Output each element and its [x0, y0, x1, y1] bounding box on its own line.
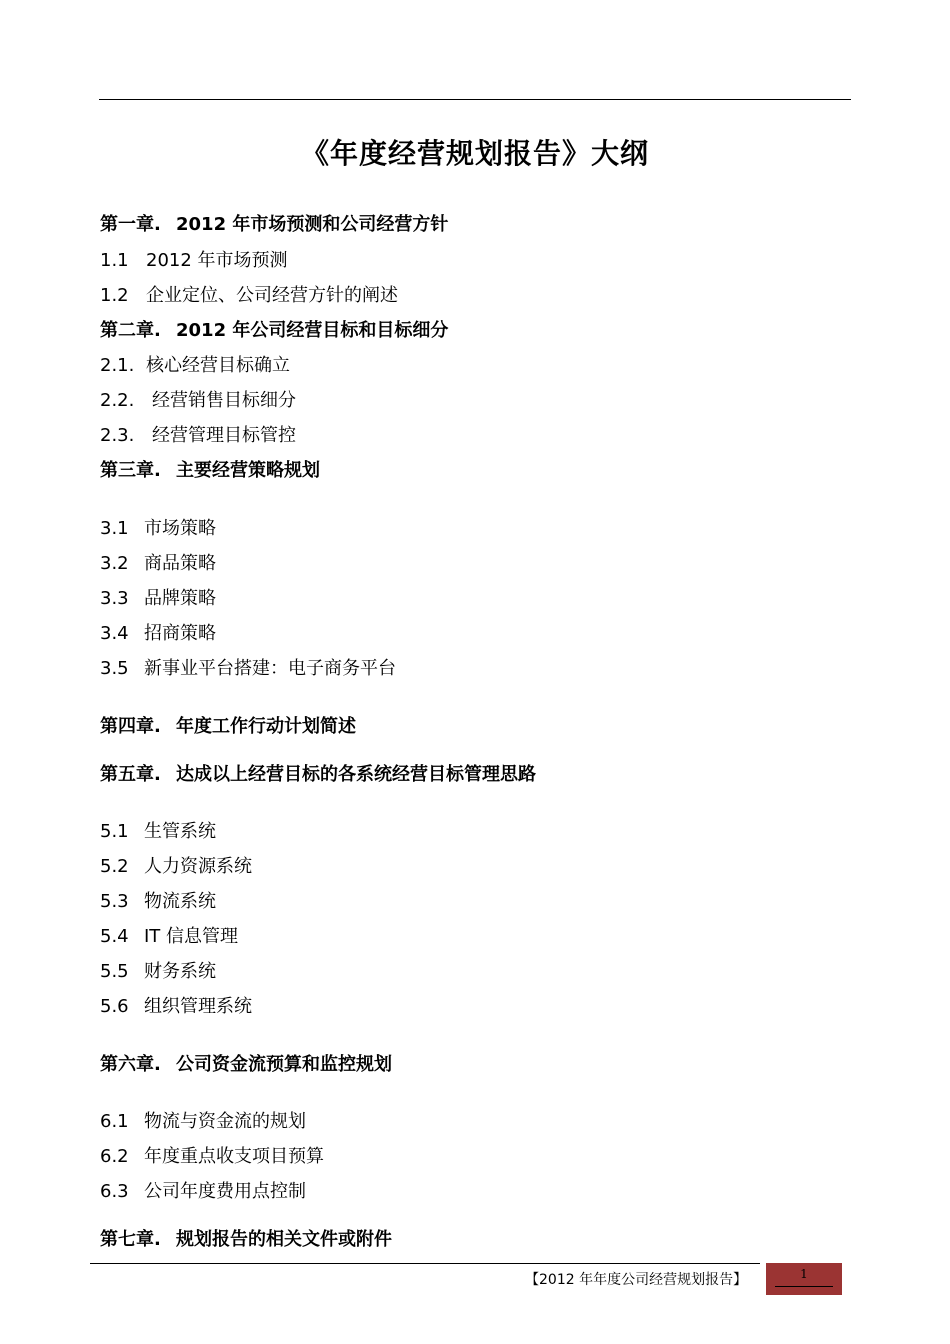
chapter-title: 公司资金流预算和监控规划 [176, 1054, 392, 1075]
section-item [100, 887, 216, 913]
footer-rule [90, 1263, 760, 1264]
chapter-number: 第三章. [100, 460, 161, 481]
section-title: 生管系统 [144, 821, 216, 842]
section-number: 2.2. [100, 390, 135, 411]
chapter-heading [100, 1225, 392, 1251]
section-title: 企业定位、公司经营方针的阐述 [146, 285, 398, 306]
section-item [100, 922, 238, 948]
section-title: 2012 年市场预测 [146, 250, 288, 271]
chapter-heading [100, 316, 448, 342]
chapter-number: 第四章. [100, 716, 161, 737]
header-rule [99, 99, 851, 100]
section-item [100, 1177, 306, 1203]
section-number: 6.2 [100, 1146, 129, 1167]
section-number: 3.2 [100, 553, 129, 574]
chapter-heading [100, 1050, 392, 1076]
section-title: 人力资源系统 [144, 856, 252, 877]
chapter-number: 第二章. [100, 320, 161, 341]
section-item [100, 514, 216, 540]
section-number: 2.3. [100, 425, 135, 446]
section-number: 6.1 [100, 1111, 129, 1132]
chapter-number: 第七章. [100, 1229, 161, 1250]
section-item [100, 817, 216, 843]
section-item [100, 992, 252, 1018]
section-item [100, 386, 296, 412]
document-title: 《年度经营规划报告》大纲 [300, 137, 649, 170]
section-title: 经营销售目标细分 [152, 390, 296, 411]
chapter-title: 2012 年公司经营目标和目标细分 [176, 320, 449, 341]
section-number: 5.6 [100, 996, 129, 1017]
section-number: 3.5 [100, 658, 129, 679]
section-item [100, 957, 216, 983]
section-title: 招商策略 [144, 623, 216, 644]
section-item [100, 246, 288, 272]
chapter-number: 第一章. [100, 214, 161, 235]
section-item [100, 1107, 306, 1133]
section-number: 5.4 [100, 926, 129, 947]
section-title: 物流系统 [144, 891, 216, 912]
section-title: 物流与资金流的规划 [144, 1111, 306, 1132]
section-item [100, 421, 296, 447]
section-item [100, 852, 252, 878]
section-title: 年度重点收支项目预算 [144, 1146, 324, 1167]
section-item [100, 281, 398, 307]
section-title: 商品策略 [144, 553, 216, 574]
section-number: 5.1 [100, 821, 129, 842]
section-item [100, 1142, 324, 1168]
chapter-heading [100, 760, 536, 786]
section-item [100, 351, 290, 377]
page-number-box [766, 1263, 842, 1295]
section-number: 5.3 [100, 891, 129, 912]
section-title: 新事业平台搭建：电子商务平台 [144, 658, 396, 679]
section-title: 市场策略 [144, 518, 216, 539]
chapter-title: 达成以上经营目标的各系统经营目标管理思路 [176, 764, 536, 785]
section-number: 5.5 [100, 961, 129, 982]
chapter-title: 年度工作行动计划简述 [176, 716, 356, 737]
section-title: 财务系统 [144, 961, 216, 982]
section-title: 核心经营目标确立 [146, 355, 290, 376]
chapter-heading [100, 456, 320, 482]
section-number: 5.2 [100, 856, 129, 877]
section-item [100, 654, 396, 680]
chapter-number: 第六章. [100, 1054, 161, 1075]
section-title: 组织管理系统 [144, 996, 252, 1017]
page-number-underline [775, 1286, 833, 1287]
section-item [100, 549, 216, 575]
section-number: 3.1 [100, 518, 129, 539]
page-number: 1 [800, 1267, 808, 1281]
section-number: 3.4 [100, 623, 129, 644]
section-number: 1.2 [100, 285, 129, 306]
section-number: 2.1. [100, 355, 135, 376]
section-title: 经营管理目标管控 [152, 425, 296, 446]
section-number: 6.3 [100, 1181, 129, 1202]
section-item [100, 584, 216, 610]
chapter-title: 2012 年市场预测和公司经营方针 [176, 214, 449, 235]
footer-title: 【2012 年年度公司经营规划报告】 [525, 1272, 748, 1288]
chapter-number: 第五章. [100, 764, 161, 785]
section-number: 1.1 [100, 250, 129, 271]
section-title: 公司年度费用点控制 [144, 1181, 306, 1202]
chapter-heading [100, 712, 356, 738]
section-number: 3.3 [100, 588, 129, 609]
chapter-heading [100, 210, 448, 236]
section-title: 品牌策略 [144, 588, 216, 609]
section-title: IT 信息管理 [144, 926, 239, 947]
chapter-title: 主要经营策略规划 [176, 460, 320, 481]
section-item [100, 619, 216, 645]
chapter-title: 规划报告的相关文件或附件 [176, 1229, 392, 1250]
